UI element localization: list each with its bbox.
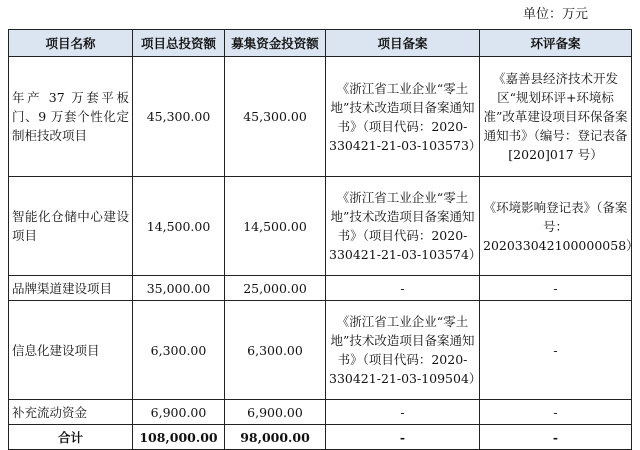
cell-raised-investment: 14,500.00 [225, 177, 326, 276]
cell-eia-filing: 《环境影响登记表》（备案号：202033042100000058） [480, 177, 632, 276]
cell-total-investment: 14,500.00 [133, 177, 225, 276]
cell-raised-investment: 45,300.00 [225, 57, 326, 177]
cell-project-name: 年产 37 万套平板门、9 万套个性化定制柜技改项目 [9, 57, 133, 177]
header-project-filing: 项目备案 [326, 30, 480, 57]
table-row [9, 177, 632, 276]
cell-project-name: 品牌渠道建设项目 [9, 276, 133, 301]
cell-project-filing: 《浙江省工业企业“零土地”技术改造项目备案通知书》（项目代码：2020-330421-21-03-103574） [326, 177, 480, 276]
cell-total-investment: 35,000.00 [133, 276, 225, 301]
unit-label: 单位：万元 [522, 7, 588, 22]
cell-raised-investment: 6,900.00 [225, 400, 326, 425]
cell-project-filing: - [326, 276, 480, 301]
cell-raised-investment: 6,300.00 [225, 301, 326, 400]
cell-eia-filing: - [480, 400, 632, 425]
table-row [9, 301, 632, 400]
cell-project-name: 补充流动资金 [9, 400, 133, 425]
header-eia-filing: 环评备案 [480, 30, 632, 57]
cell-total-investment: 6,300.00 [133, 301, 225, 400]
total-row [9, 425, 632, 450]
header-project-name: 项目名称 [9, 30, 133, 57]
cell-total-label: 合计 [9, 425, 133, 450]
cell-project-name: 信息化建设项目 [9, 301, 133, 400]
cell-eia-filing: - [480, 276, 632, 301]
cell-project-filing: - [326, 425, 480, 450]
cell-total-investment-sum: 108,000.00 [133, 425, 225, 450]
cell-raised-investment-sum: 98,000.00 [225, 425, 326, 450]
header-total-investment: 项目总投资额 [133, 30, 225, 57]
cell-project-filing: 《浙江省工业企业“零土地”技术改造项目备案通知书》（项目代码：2020-330421-21-03-109504） [326, 301, 480, 400]
cell-project-name: 智能化仓储中心建设项目 [9, 177, 133, 276]
cell-total-investment: 45,300.00 [133, 57, 225, 177]
table-row [9, 57, 632, 177]
cell-eia-filing: - [480, 301, 632, 400]
table-header-row [9, 30, 632, 57]
cell-raised-investment: 25,000.00 [225, 276, 326, 301]
investment-table [8, 29, 639, 450]
table-row [9, 276, 632, 301]
table-row [9, 400, 632, 425]
cell-project-filing: - [326, 400, 480, 425]
cell-eia-filing: 《嘉善县经济技术开发区“规划环评+环境标准”改革建设项目环保备案通知书》（编号：登记表备[2020]017 号） [480, 57, 632, 177]
header-raised-investment: 募集资金投资额 [225, 30, 326, 57]
cell-total-investment: 6,900.00 [133, 400, 225, 425]
cell-project-filing: 《浙江省工业企业“零土地”技术改造项目备案通知书》（项目代码：2020-330421-21-03-103573） [326, 57, 480, 177]
cell-eia-filing: - [480, 425, 632, 450]
